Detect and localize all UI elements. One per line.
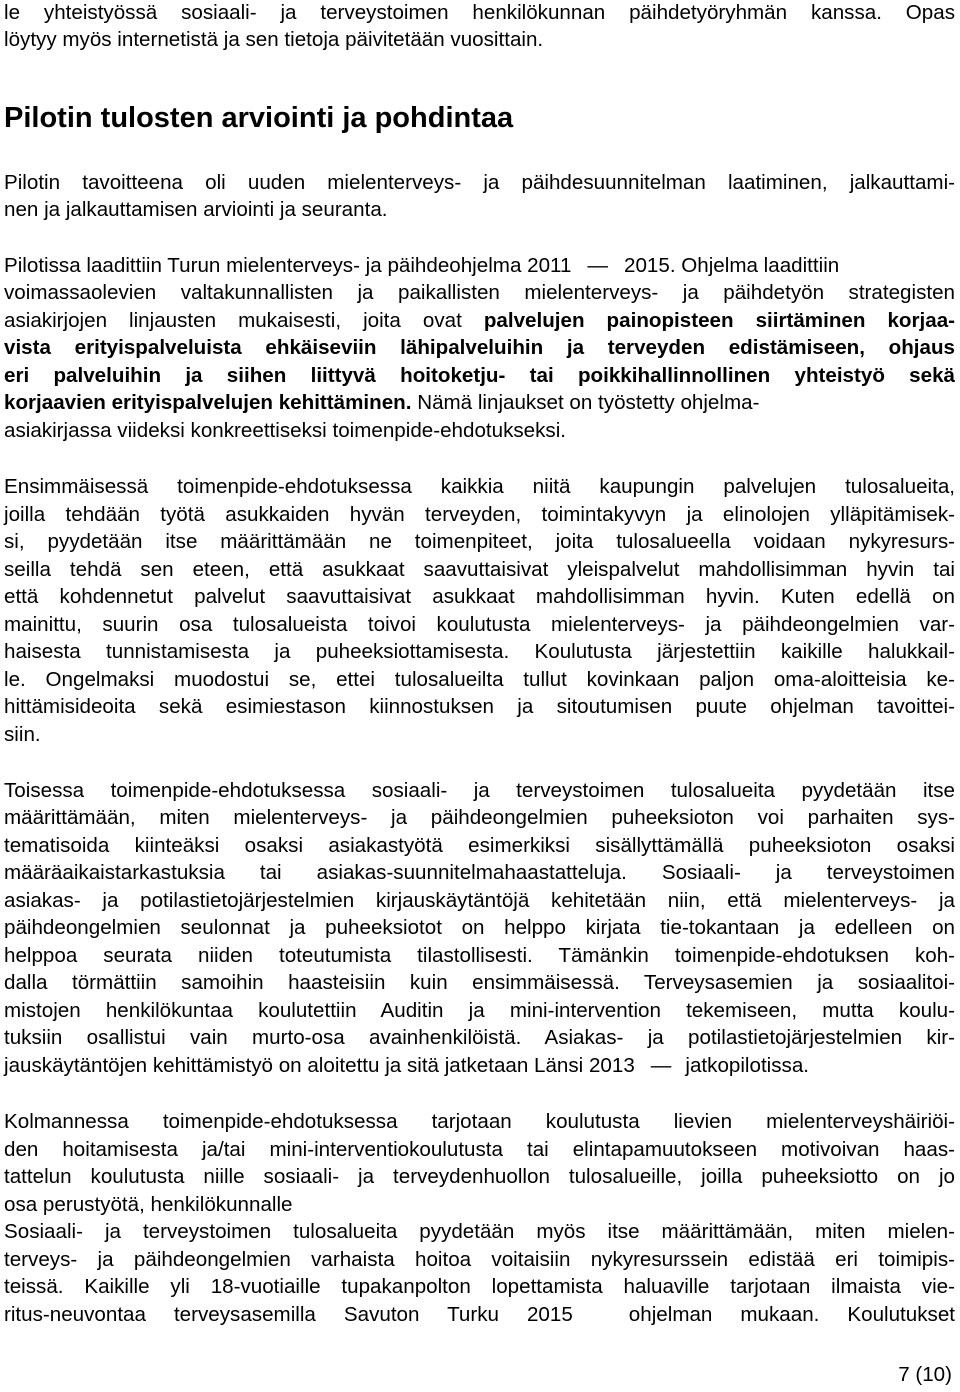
page-number: 7 (10)	[898, 1363, 952, 1386]
text-line: tattelun koulutusta niille sosiaali- ja terveydenhuollon tulosalueille, joilla puheeksiotto on jo	[4, 1165, 955, 1188]
text-line	[4, 253, 839, 279]
text-line: tematisoida kiinteäksi osaksi asiakastyötä esimerkiksi sisällyttämällä puheeksioton osaksi	[4, 834, 955, 857]
text-line: Kolmannessa toimenpide-ehdotuksessa tarjotaan koulutusta lievien mielenterveyshäiriöi-	[4, 1110, 955, 1133]
text-line: Sosiaali- ja terveystoimen tulosalueita pyydetään myös itse määrittämään, miten mielen-	[4, 1220, 955, 1243]
text-line: si, pyydetään itse määrittämään ne toimenpiteet, joita tulosalueella voidaan nykyresurs-	[4, 530, 955, 553]
text-line: Ensimmäisessä toimenpide-ehdotuksessa kaikkia niitä kaupungin palvelujen tulosalueita,	[4, 475, 955, 498]
bold-span: palvelujen painopisteen siirtäminen korjaa-	[483, 309, 956, 332]
text-line: asiakirjassa viideksi konkreettiseksi toimenpide-ehdotukseksi.	[4, 419, 567, 442]
text-line: päihdeongelmien seulonnat ja puheeksiotot on helppo kirjata tie-tokantaan ja edelleen on	[4, 916, 955, 939]
text-line: nen ja jalkauttamisen arviointi ja seuranta.	[4, 198, 388, 221]
text-line: mainittu, suurin osa tulosalueista toivoi koulutusta mielenterveys- ja päihdeongelmien var-	[4, 613, 955, 636]
text-span: jatkopilotissa.	[685, 1054, 810, 1077]
text-span: jauskäytäntöjen kehittämistyö on aloitettu ja sitä jatketaan Länsi 2013	[4, 1054, 635, 1077]
text-line: Toisessa toimenpide-ehdotuksessa sosiaali- ja terveystoimen tulosalueita pyydetään itse	[4, 779, 955, 802]
text-line: le yhteistyössä sosiaali- ja terveystoimen henkilökunnan päihdetyöryhmän kanssa. Opas	[4, 1, 955, 24]
text-line: hittämisideoita sekä esimiestason kiinnostuksen ja sitoutumisen puute ohjelman tavoittei-	[4, 695, 955, 718]
text-line: teissä. Kaikille yli 18-vuotiaille tupakanpolton lopettamista haluaville tarjotaan ilmaista vie-	[4, 1275, 955, 1298]
em-dash: —	[650, 1054, 672, 1077]
text-line: osa perustyötä, henkilökunnalle	[4, 1193, 293, 1216]
section-heading: Pilotin tulosten arviointi ja pohdintaa	[4, 102, 514, 134]
text-line: voimassaolevien valtakunnallisten ja paikallisten mielenterveys- ja päihdetyön strategisten	[4, 281, 955, 304]
text-line: terveys- ja päihdeongelmien varhaista hoitoa voitaisiin nykyresurssein edistää eri toimipis-	[4, 1248, 955, 1271]
text-line: ritus-neuvontaa terveysasemilla Savuton Turku 2015 ohjelman mukaan. Koulutukset	[4, 1303, 955, 1326]
text-span: Pilotissa laadittiin Turun mielenterveys- ja päihdeohjelma 2011	[4, 254, 572, 277]
text-line: joilla tehdään työtä asukkaiden hyvän terveyden, toimintakyvyn ja elinolojen ylläpitämisek-	[4, 503, 955, 526]
text-line	[4, 308, 955, 334]
text-line: määrittämään, miten mielenterveys- ja päihdeongelmien puheeksioton voi parhaiten sys-	[4, 806, 955, 829]
text-span: Nämä linjaukset on työstetty ohjelma-	[411, 391, 760, 414]
text-line: eri palveluihin ja siihen liittyvä hoitoketju- tai poikkihallinnollinen yhteistyö sekä	[4, 364, 955, 387]
text-line: seilla tehdä sen eteen, että asukkaat saavuttaisivat yleispalvelut mahdollisimman hyvin tai	[4, 558, 955, 581]
text-line: haisesta tunnistamisesta ja puheeksiottamisesta. Koulutusta järjestettiin kaikille halukkail-	[4, 640, 955, 663]
bold-span: korjaavien erityispalvelujen kehittäminen.	[4, 391, 412, 414]
text-line: tuksiin osallistui vain murto-osa avainhenkilöistä. Asiakas- ja potilastietojärjestelmien kir-	[4, 1026, 955, 1049]
text-line: den hoitamisesta ja/tai mini-interventiokoulutusta tai elintapamuutokseen motivoivan haas-	[4, 1138, 955, 1161]
text-span: 2015. Ohjelma laadittiin	[624, 254, 840, 277]
text-line	[4, 390, 759, 416]
text-line: dalla törmättiin samoihin haasteisiin kuin ensimmäisessä. Terveysasemien ja sosiaalitoi-	[4, 971, 955, 994]
em-dash: —	[587, 254, 608, 277]
text-line: asiakas- ja potilastietojärjestelmien kirjauskäytäntöjä kehitetään niin, että mielenterveys- ja	[4, 889, 955, 912]
text-line: siin.	[4, 723, 41, 746]
text-span: asiakirjojen linjausten mukaisesti, joita ovat	[4, 309, 484, 332]
text-line: vista erityispalveluista ehkäiseviin lähipalveluihin ja terveyden edistämiseen, ohjaus	[4, 336, 955, 359]
text-line: Pilotin tavoitteena oli uuden mielenterveys- ja päihdesuunnitelman laatiminen, jalkauttami-	[4, 171, 955, 194]
text-line: löytyy myös internetistä ja sen tietoja päivitetään vuosittain.	[4, 28, 544, 51]
text-line: mistojen henkilökuntaa koulutettiin Auditin ja mini-intervention tekemiseen, mutta koulu-	[4, 999, 955, 1022]
text-line: helppoa seurata niiden toteutumista tilastollisesti. Tämänkin toimenpide-ehdotuksen koh-	[4, 944, 955, 967]
text-line: että kohdennetut palvelut saavuttaisivat asukkaat mahdollisimman hyvin. Kuten edellä on	[4, 585, 955, 608]
text-line	[4, 1053, 809, 1079]
text-line: määräaikaistarkastuksia tai asiakas-suunnitelmahaastatteluja. Sosiaali- ja terveystoimen	[4, 861, 955, 884]
text-line: le. Ongelmaksi muodostui se, ettei tulosalueilta tullut kovinkaan paljon oma-aloitteisia ke-	[4, 668, 955, 691]
